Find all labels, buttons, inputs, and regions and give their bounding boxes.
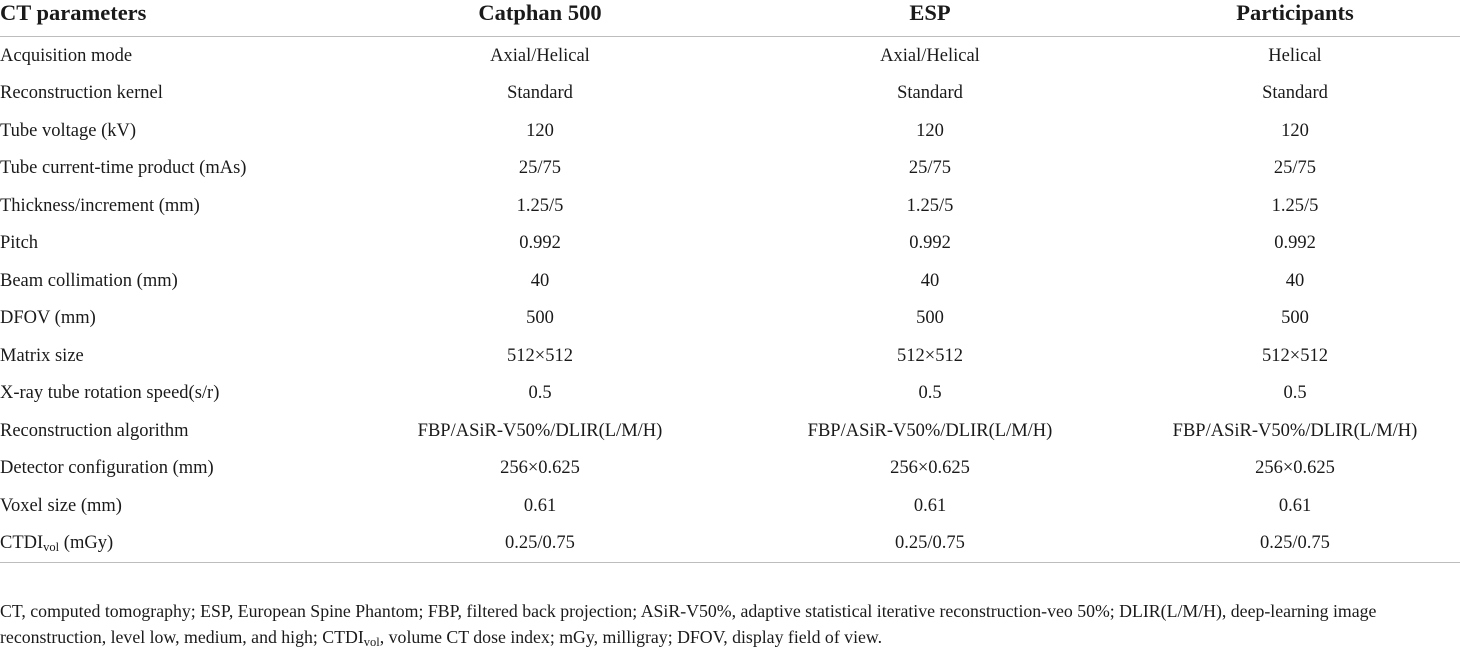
table-row — [0, 112, 1460, 150]
ctdi-label-unit: (mGy) — [59, 533, 114, 554]
cell-participants: 0.5 — [1283, 383, 1307, 404]
cell-participants: 25/75 — [1273, 158, 1317, 179]
cell-esp: 120 — [916, 120, 944, 141]
row-label: Thickness/increment (mm) — [0, 195, 200, 216]
table-row — [0, 337, 1460, 375]
table-body — [0, 37, 1460, 563]
cell-participants: 500 — [1281, 308, 1309, 329]
cell-catphan: 25/75 — [518, 158, 562, 179]
header-catphan-500: Catphan 500 — [350, 0, 730, 37]
table-header — [0, 0, 1460, 37]
footnote-subscript: vol — [363, 635, 380, 649]
cell-participants: 256×0.625 — [1255, 458, 1335, 479]
row-label: Detector configuration (mm) — [0, 458, 214, 479]
cell-esp: 0.5 — [918, 383, 942, 404]
footnote-text-part1: CT, computed tomography; ESP, European Spine Phantom; FBP, filtered back projection; ASiR-V50%, adaptive statistical iterative reconstruction-veo 50%; DLIR(L/M/H), deep-learning image reconstruction, level low, medium, and high; CTDI — [0, 601, 1377, 647]
row-label: Tube voltage (kV) — [0, 120, 136, 141]
cell-catphan: 512×512 — [507, 345, 573, 366]
header-ct-parameters: CT parameters — [0, 0, 350, 37]
cell-participants: 0.61 — [1278, 495, 1312, 516]
table-row — [0, 37, 1460, 75]
row-label: Voxel size (mm) — [0, 495, 122, 516]
cell-esp: FBP/ASiR-V50%/DLIR(L/M/H) — [807, 420, 1053, 441]
cell-catphan: 256×0.625 — [500, 458, 580, 479]
header-row — [0, 0, 1460, 37]
cell-esp: 25/75 — [908, 158, 952, 179]
cell-catphan: 40 — [530, 270, 550, 291]
cell-esp: 256×0.625 — [890, 458, 970, 479]
cell-esp: 0.25/0.75 — [730, 525, 1130, 563]
cell-esp: 1.25/5 — [906, 195, 954, 216]
table-row — [0, 412, 1460, 450]
row-label: Beam collimation (mm) — [0, 270, 178, 291]
row-label: DFOV (mm) — [0, 308, 96, 329]
cell-participants: Standard — [1262, 83, 1328, 104]
cell-catphan: Standard — [507, 83, 573, 104]
row-label: Acquisition mode — [0, 45, 133, 66]
table-row — [0, 487, 1460, 525]
cell-participants: Helical — [1268, 45, 1322, 66]
table-row — [0, 187, 1460, 225]
row-label: Matrix size — [0, 345, 84, 366]
cell-esp: 500 — [916, 308, 944, 329]
cell-participants: 1.25/5 — [1271, 195, 1319, 216]
cell-catphan: 0.25/0.75 — [350, 525, 730, 563]
footnote-text-part2: , volume CT dose index; mGy, milligray; DFOV, display field of view. — [379, 627, 883, 647]
ctdi-label-main: CTDI — [0, 533, 44, 554]
cell-catphan: 0.5 — [528, 383, 552, 404]
cell-catphan: 1.25/5 — [516, 195, 564, 216]
cell-participants: 512×512 — [1262, 345, 1328, 366]
cell-participants: FBP/ASiR-V50%/DLIR(L/M/H) — [1172, 420, 1418, 441]
cell-esp: 0.61 — [913, 495, 947, 516]
cell-participants: 120 — [1281, 120, 1309, 141]
cell-catphan: 120 — [526, 120, 554, 141]
table-footnote — [0, 598, 1460, 650]
ctdi-label-subscript: vol — [43, 540, 60, 555]
cell-esp: 40 — [920, 270, 940, 291]
cell-esp: Standard — [897, 83, 963, 104]
row-label: Pitch — [0, 233, 39, 254]
table-row — [0, 262, 1460, 300]
cell-catphan: 500 — [526, 308, 554, 329]
cell-catphan: Axial/Helical — [490, 45, 590, 66]
header-participants: Participants — [1130, 0, 1460, 37]
table-row — [0, 525, 1460, 563]
table-row — [0, 375, 1460, 413]
table-row — [0, 450, 1460, 488]
row-label: X-ray tube rotation speed(s/r) — [0, 383, 220, 404]
header-esp: ESP — [730, 0, 1130, 37]
cell-participants: 0.992 — [1274, 233, 1316, 254]
cell-esp: 512×512 — [897, 345, 963, 366]
table-row — [0, 75, 1460, 113]
cell-catphan: FBP/ASiR-V50%/DLIR(L/M/H) — [417, 420, 663, 441]
cell-catphan: 0.61 — [523, 495, 557, 516]
row-label: Tube current-time product (mAs) — [0, 158, 247, 179]
cell-catphan: 0.992 — [519, 233, 561, 254]
cell-participants: 0.25/0.75 — [1130, 525, 1460, 563]
table-row — [0, 300, 1460, 338]
row-label: Reconstruction kernel — [0, 83, 163, 104]
cell-esp: Axial/Helical — [880, 45, 980, 66]
table-row — [0, 150, 1460, 188]
table-row — [0, 225, 1460, 263]
cell-participants: 40 — [1285, 270, 1305, 291]
row-label: Reconstruction algorithm — [0, 420, 189, 441]
cell-esp: 0.992 — [909, 233, 951, 254]
row-label-ctdi — [0, 525, 350, 563]
